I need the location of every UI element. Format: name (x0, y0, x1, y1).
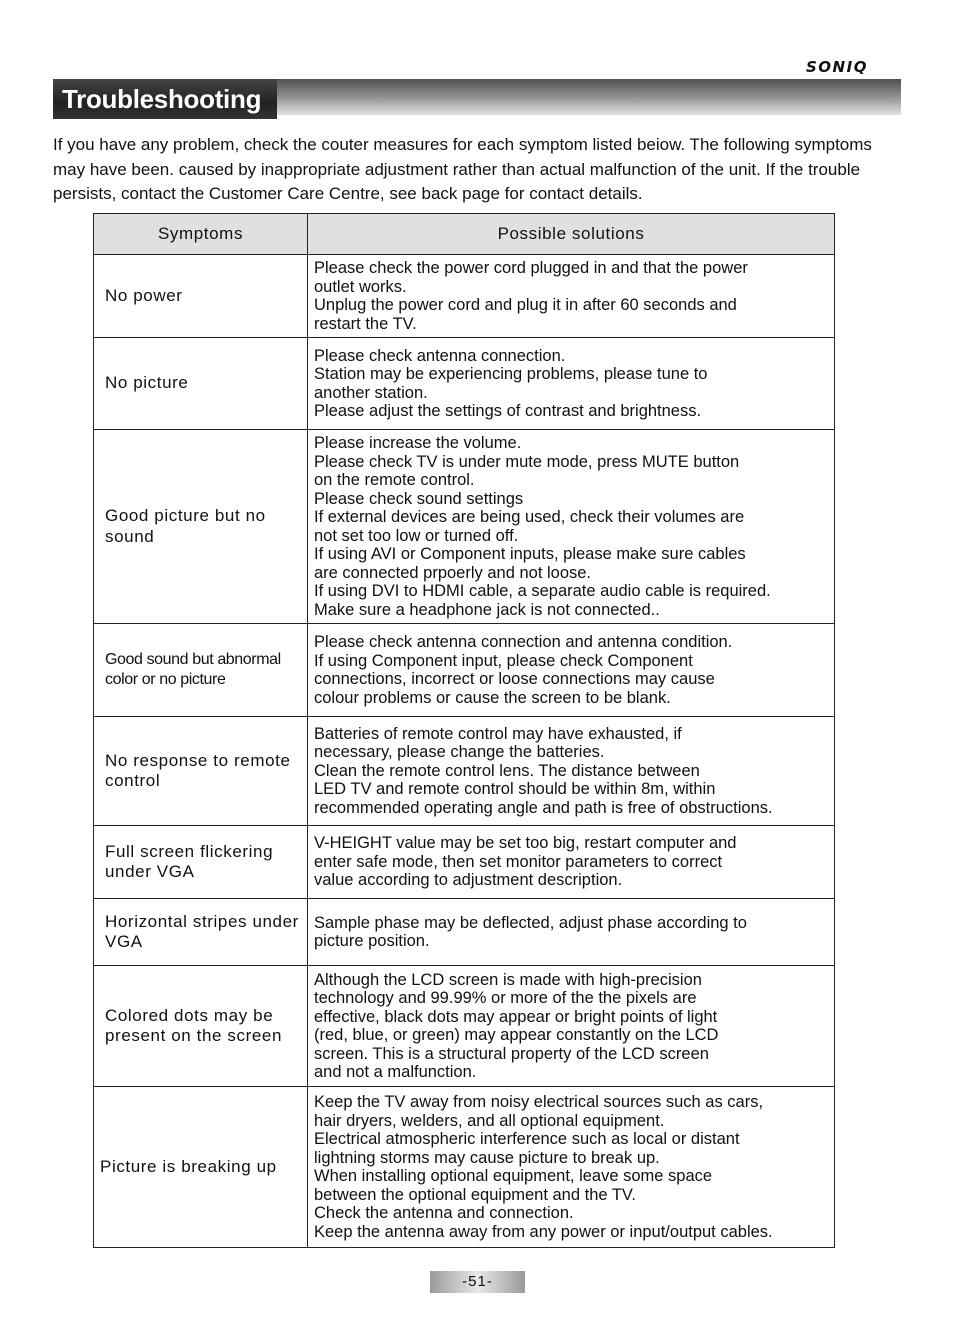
page-number: -51- (430, 1271, 525, 1293)
table-row (94, 966, 835, 1087)
symptom-cell: Full screen flickering under VGA (94, 826, 308, 899)
solution-line: value according to adjustment description. (314, 871, 623, 890)
solution-cell (308, 624, 835, 717)
brand-logo: SONIQ (806, 58, 868, 76)
solution-line: Keep the antenna away from any power or input/output cables. (314, 1222, 773, 1241)
solution-cell (308, 255, 835, 338)
symptom-cell: Picture is breaking up (94, 1087, 308, 1248)
solution-line: effective, black dots may appear or bright points of light (314, 1007, 718, 1026)
solution-cell (308, 826, 835, 899)
solution-line: When installing optional equipment, leave some space (314, 1167, 713, 1185)
solution-line: Clean the remote control lens. The distance between (314, 761, 700, 780)
solution-line: Please check TV is under mute mode, press MUTE button (314, 452, 740, 471)
solution-line: are connected prpoerly and not loose. (314, 563, 592, 582)
solution-line: Please adjust the settings of contrast and brightness. (314, 402, 702, 420)
table-header-row (94, 214, 835, 255)
solution-line: Please check antenna connection. (314, 346, 566, 365)
solution-line: Make sure a headphone jack is not connected.. (314, 600, 660, 619)
solution-line: necessary, please change the batteries. (314, 743, 605, 762)
intro-paragraph: If you have any problem, check the couter measures for each symptom listed beiow. The following symptoms may have been. caused by inappropriate adjustment rather than actual malfunction of the unit. If the trouble persists, contact the Customer Care Centre, see back page for contact details. (53, 135, 872, 203)
solution-line: Sample phase may be deflected, adjust phase according to (314, 913, 747, 932)
symptom-cell: Good picture but no sound (94, 430, 308, 624)
symptom-cell: No picture (94, 338, 308, 430)
solution-line: If using DVI to HDMI cable, a separate audio cable is required. (314, 582, 771, 600)
solution-line: not set too low or turned off. (314, 526, 519, 545)
table-row (94, 338, 835, 430)
solution-line: Check the antenna and connection. (314, 1204, 574, 1222)
symptoms-header: Symptoms (94, 214, 308, 255)
table-row (94, 899, 835, 966)
solution-line: V-HEIGHT value may be set too big, restart computer and (314, 834, 737, 853)
page-title: Troubleshooting (53, 79, 277, 119)
symptom-cell: No power (94, 255, 308, 338)
solution-cell (308, 717, 835, 826)
table-row (94, 255, 835, 338)
solution-line: Station may be experiencing problems, please tune to (314, 365, 708, 383)
solution-line: Please check antenna connection and antenna condition. (314, 633, 733, 651)
solution-line: If external devices are being used, check their volumes are (314, 508, 745, 526)
solution-line: Please check the power cord plugged in and that the power (314, 259, 748, 277)
solution-cell (308, 1087, 835, 1248)
solution-line: Keep the TV away from noisy electrical sources such as cars, (314, 1093, 764, 1111)
solution-cell (308, 338, 835, 430)
solution-cell (308, 966, 835, 1087)
solution-line: restart the TV. (314, 314, 417, 333)
solution-line: recommended operating angle and path is free of obstructions. (314, 798, 773, 817)
solution-line: colour problems or cause the screen to be blank. (314, 688, 671, 707)
solution-line: Unplug the power cord and plug it in after 60 seconds and (314, 296, 737, 314)
solution-line: connections, incorrect or loose connections may cause (314, 670, 715, 688)
solution-cell (308, 430, 835, 624)
solution-cell (308, 899, 835, 966)
solution-line: technology and 99.99% or more of the the pixels are (314, 989, 697, 1007)
table-row (94, 717, 835, 826)
solution-line: lightning storms may cause picture to break up. (314, 1148, 660, 1167)
symptom-cell: Good sound but abnormal color or no picture (94, 624, 308, 717)
solution-line: If using Component input, please check Component (314, 651, 693, 670)
solution-line: Electrical atmospheric interference such as local or distant (314, 1130, 740, 1148)
solution-line: LED TV and remote control should be within 8m, within (314, 780, 716, 799)
table-row (94, 430, 835, 624)
symptom-cell: No response to remote control (94, 717, 308, 826)
solution-line: Batteries of remote control may have exhausted, if (314, 724, 682, 743)
symptom-cell: Horizontal stripes under VGA (94, 899, 308, 966)
title-bar (53, 79, 901, 115)
solution-line: Although the LCD screen is made with high-precision (314, 970, 702, 989)
solution-line: another station. (314, 383, 428, 402)
solution-line: Please check sound settings (314, 489, 524, 508)
solution-line: hair dryers, welders, and all optional equipment. (314, 1111, 665, 1130)
solution-line: If using AVI or Component inputs, please make sure cables (314, 545, 746, 563)
table-row (94, 624, 835, 717)
solution-line: screen. This is a structural property of the LCD screen (314, 1044, 709, 1063)
solution-line: on the remote control. (314, 471, 475, 489)
solution-line: between the optional equipment and the TV. (314, 1185, 636, 1204)
solution-line: picture position. (314, 932, 430, 950)
table-row (94, 826, 835, 899)
symptom-cell: Colored dots may be present on the screen (94, 966, 308, 1087)
solution-line: and not a malfunction. (314, 1063, 477, 1081)
solutions-header: Possible solutions (308, 214, 835, 255)
solution-line: (red, blue, or green) may appear constantly on the LCD (314, 1026, 719, 1044)
solution-line: outlet works. (314, 277, 407, 296)
solution-line: Please increase the volume. (314, 434, 522, 452)
solution-line: enter safe mode, then set monitor parameters to correct (314, 852, 723, 871)
troubleshooting-table (93, 213, 835, 1248)
table-row (94, 1087, 835, 1248)
